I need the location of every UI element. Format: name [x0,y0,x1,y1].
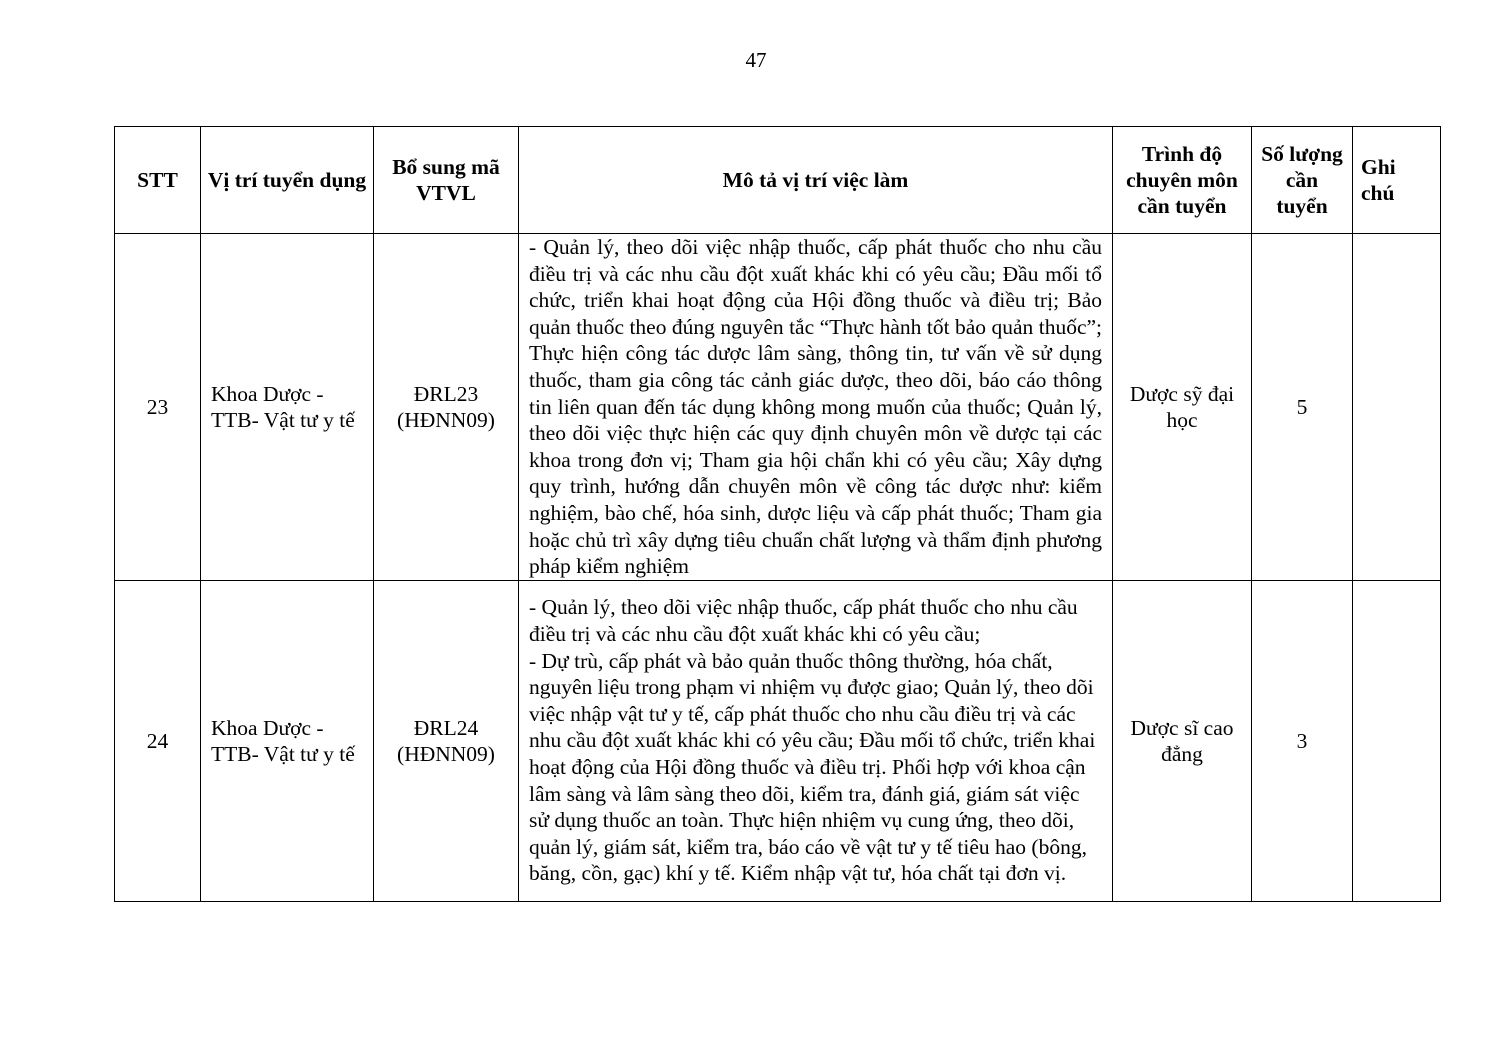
cell-position: Khoa Dược - TTB- Vật tư y tế [201,234,374,581]
cell-description [519,234,1113,581]
description-paragraph: - Quản lý, theo dõi việc nhập thuốc, cấp phát thuốc cho nhu cầu điều trị và các nhu cầu đột xuất khác khi có yêu cầu; [529,595,1078,647]
cell-qualification: Dược sỹ đại học [1113,234,1252,581]
header-code: Bổ sung mã VTVL [374,127,519,234]
cell-quantity: 5 [1252,234,1353,581]
header-quantity: Số lượng cần tuyển [1252,127,1353,234]
cell-stt: 23 [115,234,201,581]
cell-note [1353,580,1441,901]
cell-quantity: 3 [1252,580,1353,901]
description-paragraph: - Quản lý, theo dõi việc nhập thuốc, cấp phát thuốc cho nhu cầu điều trị và các nhu cầu đột xuất khác khi có yêu cầu; Đầu mối tổ chức, triển khai hoạt động của Hội đồng thuốc và điều trị; Bảo quản thuốc theo đúng nguyên tắc “Thực hành tốt bảo quản thuốc”; Thực hiện công tác dược lâm sàng, thông tin, tư vấn về sử dụng thuốc, tham gia công tác cảnh giác dược, theo dõi, báo cáo thông tin liên quan đến tác dụng không mong muốn của thuốc; Quản lý, theo dõi việc thực hiện các quy định chuyên môn về dược tại các khoa trong đơn vị; Tham gia hội chẩn khi có yêu cầu; Xây dựng quy trình, hướng dẫn chuyên môn về công tác dược như: kiểm nghiệm, bào chế, hóa sinh, dược liệu và cấp phát thuốc; Tham gia hoặc chủ trì xây dựng tiêu chuẩn chất lượng và thẩm định phương pháp kiểm nghiệm [529,235,1102,579]
page-number: 47 [745,48,767,72]
cell-qualification: Dược sĩ cao đẳng [1113,580,1252,901]
cell-code: ĐRL23 (HĐNN09) [374,234,519,581]
description-paragraph: - Dự trù, cấp phát và bảo quản thuốc thông thường, hóa chất, nguyên liệu trong phạm vi nhiệm vụ được giao; Quản lý, theo dõi việc nhập vật tư y tế, cấp phát thuốc cho nhu cầu điều trị và các nhu cầu đột xuất khác khi có yêu cầu; Đầu mối tổ chức, triển khai hoạt động của Hội đồng thuốc và điều trị. Phối hợp với khoa cận lâm sàng và lâm sàng theo dõi, kiểm tra, đánh giá, giám sát việc sử dụng thuốc an toàn. Thực hiện nhiệm vụ cung ứng, theo dõi, quản lý, giám sát, kiểm tra, báo cáo về vật tư y tế tiêu hao (bông, băng, cồn, gạc) khí y tế. Kiểm nhập vật tư, hóa chất tại đơn vị. [529,648,1096,886]
table-row [115,234,1441,581]
header-description: Mô tả vị trí việc làm [519,127,1113,234]
cell-description [519,580,1113,901]
header-position: Vị trí tuyển dụng [201,127,374,234]
cell-note [1353,234,1441,581]
cell-position: Khoa Dược - TTB- Vật tư y tế [201,580,374,901]
header-qualification: Trình độ chuyên môn cần tuyển [1113,127,1252,234]
recruitment-table [114,126,1441,902]
header-row [115,127,1441,234]
header-note: Ghi chú [1353,127,1441,234]
header-stt: STT [115,127,201,234]
table-row [115,580,1441,901]
cell-stt: 24 [115,580,201,901]
cell-code: ĐRL24 (HĐNN09) [374,580,519,901]
